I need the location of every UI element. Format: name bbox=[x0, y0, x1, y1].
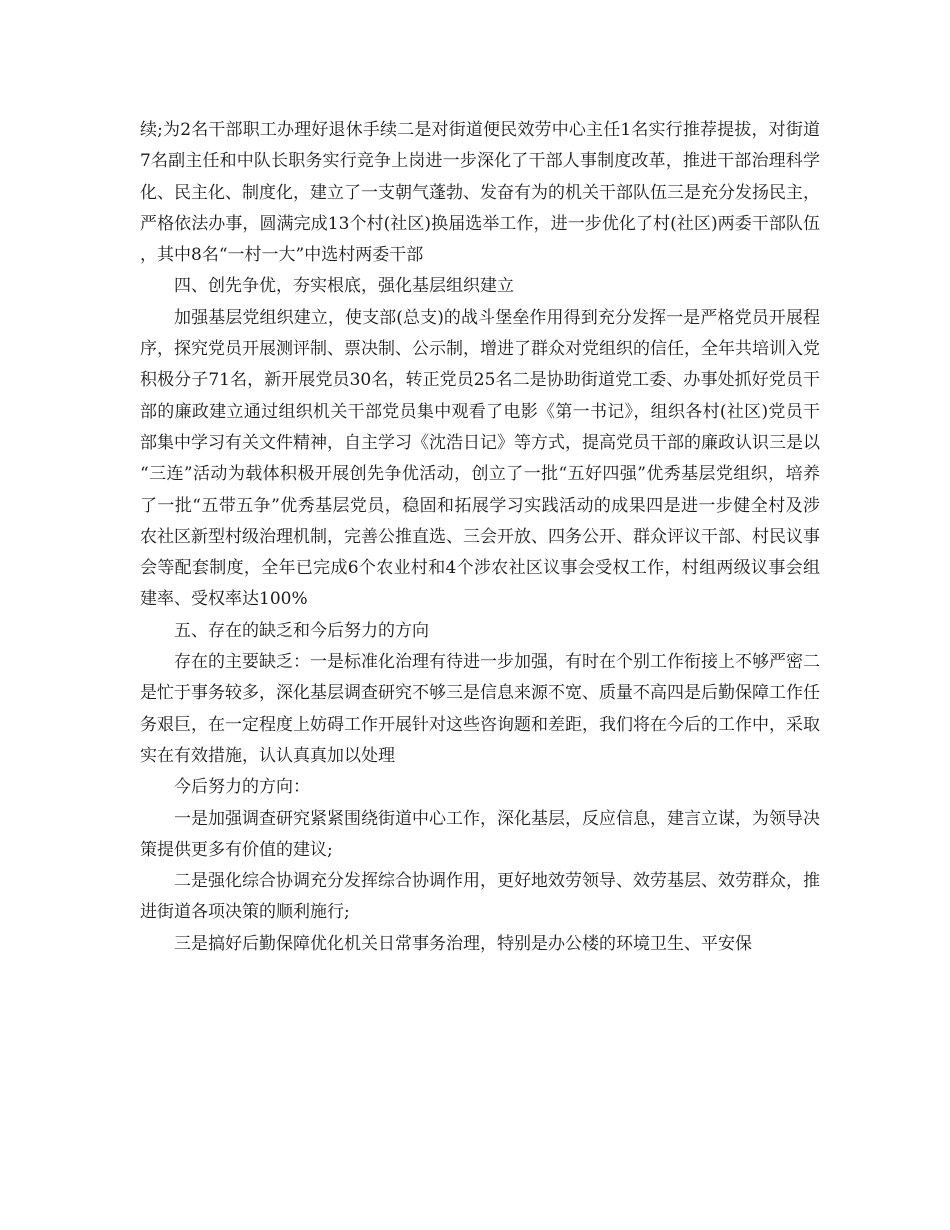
paragraph-3: 存在的主要缺乏：一是标准化治理有待进一步加强，有时在个别工作衔接上不够严密二是忙于事务较多，深化基层调查研究不够三是信息来源不宽、质量不高四是后勤保障工作任务艰巨，在一定程度上妨碍工作开展针对这些咨询题和差距，我们将在今后的工作中，采取实在有效措施，认认真真加以处理 bbox=[140, 652, 820, 766]
paragraph-5: 一是加强调查研究紧紧围绕街道中心工作，深化基层，反应信息，建言立谋，为领导决策提供更多有价值的建议; bbox=[140, 808, 820, 860]
paragraph-2: 加强基层党组织建立，使支部(总支)的战斗堡垒作用得到充分发挥一是严格党员开展程序，探究党员开展测评制、票决制、公示制，增进了群众对党组织的信任，全年共培训入党积极分子71名，新开展党员30名，转正党员25名二是协助街道党工委、办事处抓好党员干部的廉政建立通过组织机关干部党员集中观看了电影《第一书记》，组织各村(社区)党员干部集中学习有关文件精神，自主学习《沈浩日记》等方式，提高党员干部的廉政认识三是以“三连”活动为载体积极开展创先争优活动，创立了一批“五好四强”优秀基层党组织，培养了一批“五带五争”优秀基层党员，稳固和拓展学习实践活动的成果四是进一步健全村及涉农社区新型村级治理机制，完善公推直选、三会开放、四务公开、群众评议干部、村民议事会等配套制度，全年已完成6个农业村和4个涉农社区议事会受权工作，村组两级议事会组建率、受权率达100% bbox=[140, 307, 820, 610]
section-heading-5: 五、存在的缺乏和今后努力的方向 bbox=[174, 620, 429, 641]
paragraph-4: 今后努力的方向： bbox=[174, 777, 310, 798]
document-body bbox=[140, 115, 820, 960]
paragraph-1: 续;为2名干部职工办理好退休手续二是对街道便民效劳中心主任1名实行推荐提拔，对街道7名副主任和中队长职务实行竞争上岗进一步深化了干部人事制度改革，推进干部治理科学化、民主化、制度化，建立了一支朝气蓬勃、发奋有为的机关干部队伍三是充分发扬民主，严格依法办事，圆满完成13个村(社区)换届选举工作，进一步优化了村(社区)两委干部队伍，其中8名“一村一大”中选村两委干部 bbox=[140, 120, 820, 266]
paragraph-7: 三是搞好后勤保障优化机关日常事务治理，特别是办公楼的环境卫生、平安保 bbox=[174, 933, 752, 954]
paragraph-6: 二是强化综合协调充分发挥综合协调作用，更好地效劳领导、效劳基层、效劳群众，推进街道各项决策的顺利施行; bbox=[140, 871, 820, 923]
section-heading-4: 四、创先争优，夯实根底，强化基层组织建立 bbox=[174, 276, 514, 297]
